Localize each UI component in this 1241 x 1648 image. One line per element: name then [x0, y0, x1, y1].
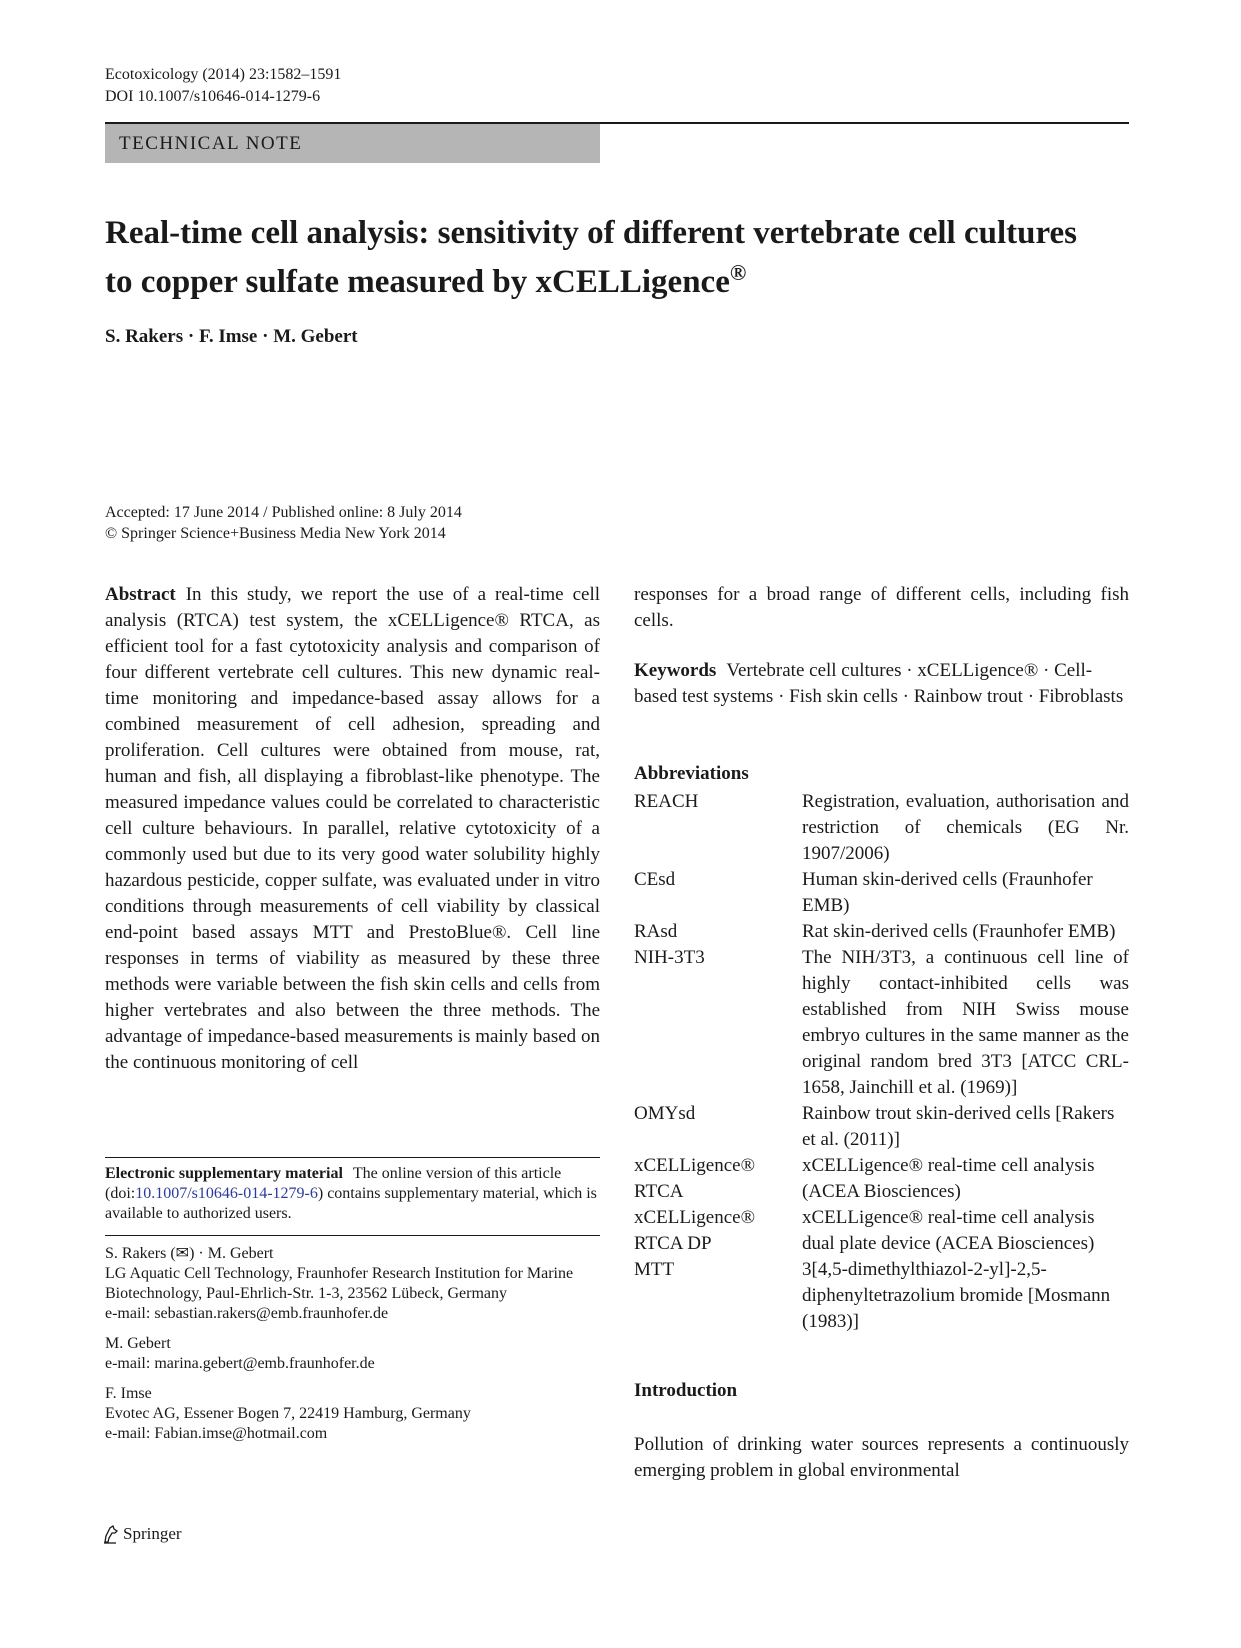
abstract-label: Abstract — [105, 584, 176, 605]
abbreviation-row — [634, 1257, 1129, 1335]
journal-citation: Ecotoxicology (2014) 23:1582–1591 — [105, 66, 342, 83]
abbreviation-definition: xCELLigence® real-time cell analysis dual plate device (ACEA Biosciences) — [802, 1207, 1095, 1254]
affiliation-email[interactable]: e-mail: sebastian.rakers@emb.fraunhofer.de — [105, 1305, 389, 1322]
abbreviation-term: xCELLigence® RTCA DP — [634, 1207, 756, 1254]
affiliation-names: M. Gebert — [105, 1335, 171, 1352]
article-title — [105, 214, 1105, 302]
keywords-label: Keywords — [634, 660, 717, 681]
affiliation-block — [105, 1384, 600, 1444]
keywords-text: Vertebrate cell cultures · xCELLigence® · Cell-based test systems · Fish skin cells · Rainbow trout · Fibroblasts — [634, 660, 1124, 707]
abbreviation-term: NIH-3T3 — [634, 947, 705, 968]
abbreviation-row — [634, 945, 1129, 1101]
abbreviation-row — [634, 1101, 1129, 1153]
abbreviation-definition: Human skin-derived cells (Fraunhofer EMB) — [802, 869, 1093, 916]
abbreviations-heading: Abbreviations — [634, 763, 749, 784]
abbreviation-term: REACH — [634, 791, 699, 812]
abbreviation-row — [634, 789, 1129, 867]
publisher-name: Springer — [123, 1524, 182, 1543]
abbreviation-row — [634, 867, 1129, 919]
introduction-heading: Introduction — [634, 1380, 738, 1401]
affiliation-names: S. Rakers (✉) · M. Gebert — [105, 1245, 274, 1262]
abbreviation-definition: Registration, evaluation, authorisation and restriction of chemicals (EG Nr. 1907/2006) — [802, 791, 1129, 864]
abbreviation-definition: xCELLigence® real-time cell analysis (ACEA Biosciences) — [802, 1155, 1095, 1202]
abbreviation-definition: Rainbow trout skin-derived cells [Rakers et al. (2011)] — [802, 1103, 1115, 1150]
doi: DOI 10.1007/s10646-014-1279-6 — [105, 88, 321, 105]
abbreviation-definition: Rat skin-derived cells (Fraunhofer EMB) — [802, 921, 1116, 942]
abstract-continuation: responses for a broad range of different cells, including fish cells. — [634, 584, 1129, 631]
title-registered-mark: ® — [729, 260, 747, 285]
author-list: S. Rakers · F. Imse · M. Gebert — [105, 326, 358, 347]
abbreviation-term: MTT — [634, 1259, 675, 1280]
copyright: © Springer Science+Business Media New York 2014 — [105, 525, 446, 542]
affiliation-block — [105, 1334, 600, 1374]
abbreviation-term: OMYsd — [634, 1103, 696, 1124]
publisher-footer — [102, 1524, 182, 1544]
affiliation-institution: Evotec AG, Essener Bogen 7, 22419 Hamburg, Germany — [105, 1405, 471, 1422]
abbreviation-row — [634, 919, 1129, 945]
esm-text-before: The online version of this article (doi: — [105, 1165, 562, 1202]
abbreviation-row — [634, 1153, 1129, 1205]
abbreviation-row — [634, 1205, 1129, 1257]
journal-header — [105, 64, 341, 108]
affiliation-names: F. Imse — [105, 1385, 152, 1402]
affiliation-rule — [105, 1235, 600, 1236]
doi-link[interactable]: 10.1007/s10646-014-1279-6 — [135, 1185, 318, 1202]
introduction-text: Pollution of drinking water sources represents a continuously emerging problem in global environmental — [634, 1434, 1129, 1481]
esm-label: Electronic supplementary material — [105, 1165, 343, 1182]
abstract-text: In this study, we report the use of a real-time cell analysis (RTCA) test system, the xCELLigence® RTCA, as efficient tool for a fast cytotoxicity analysis and comparison of four different vertebrate cell cultures. This new dynamic real-time monitoring and impedance-based assay allows for a combined measurement of cell adhesion, spreading and proliferation. Cell cultures were obtained from mouse, rat, human and fish, all displaying a fibroblast-like phenotype. The measured impedance values could be correlated to characteristic cell culture behaviours. In parallel, relative cytotoxicity of a commonly used but due to its very good water solubility highly hazardous pesticide, copper sulfate, was evaluated under in vitro conditions through measurements of cell viability by classical end-point based assays MTT and PrestoBlue®. Cell line responses in terms of viability as measured by these three methods were variable between the fish skin cells and cells from higher vertebrates and also between the three methods. The advantage of impedance-based measurements is mainly based on the continuous monitoring of cell — [105, 584, 600, 1073]
abbreviations-list — [634, 789, 1129, 1335]
springer-horse-icon — [102, 1524, 120, 1544]
affiliations — [105, 1244, 600, 1454]
keywords — [634, 658, 1129, 710]
affiliation-block — [105, 1244, 600, 1324]
esm-text-after: ) contains supplementary material, which is available to authorized users. — [105, 1185, 597, 1222]
affiliation-email[interactable]: e-mail: marina.gebert@emb.fraunhofer.de — [105, 1355, 375, 1372]
section-label: TECHNICAL NOTE — [105, 124, 600, 163]
title-text: Real-time cell analysis: sensitivity of different vertebrate cell cultures to copper sulfate measured by xCELLigence — [105, 215, 1078, 300]
accepted-date: Accepted: 17 June 2014 / Published online: 8 July 2014 — [105, 504, 462, 521]
footnote-rule — [105, 1157, 600, 1158]
publication-dates — [105, 502, 462, 544]
abstract — [105, 582, 600, 1076]
affiliation-institution: LG Aquatic Cell Technology, Fraunhofer Research Institution for Marine Biotechnology, Paul-Ehrlich-Str. 1-3, 23562 Lübeck, Germany — [105, 1265, 574, 1302]
abbreviation-term: RAsd — [634, 921, 678, 942]
abbreviation-term: xCELLigence® RTCA — [634, 1155, 756, 1202]
abbreviation-definition: 3[4,5-dimethylthiazol-2-yl]-2,5-diphenyltetrazolium bromide [Mosmann (1983)] — [802, 1259, 1111, 1332]
abbreviation-definition: The NIH/3T3, a continuous cell line of highly contact-inhibited cells was established from NIH Swiss mouse embryo cultures in the same manner as the original random bred 3T3 [ATCC CRL-1658, Jainchill et al. (1969)] — [802, 947, 1129, 1098]
abbreviation-term: CEsd — [634, 869, 676, 890]
affiliation-email[interactable]: e-mail: Fabian.imse@hotmail.com — [105, 1425, 328, 1442]
supplementary-note — [105, 1164, 600, 1224]
